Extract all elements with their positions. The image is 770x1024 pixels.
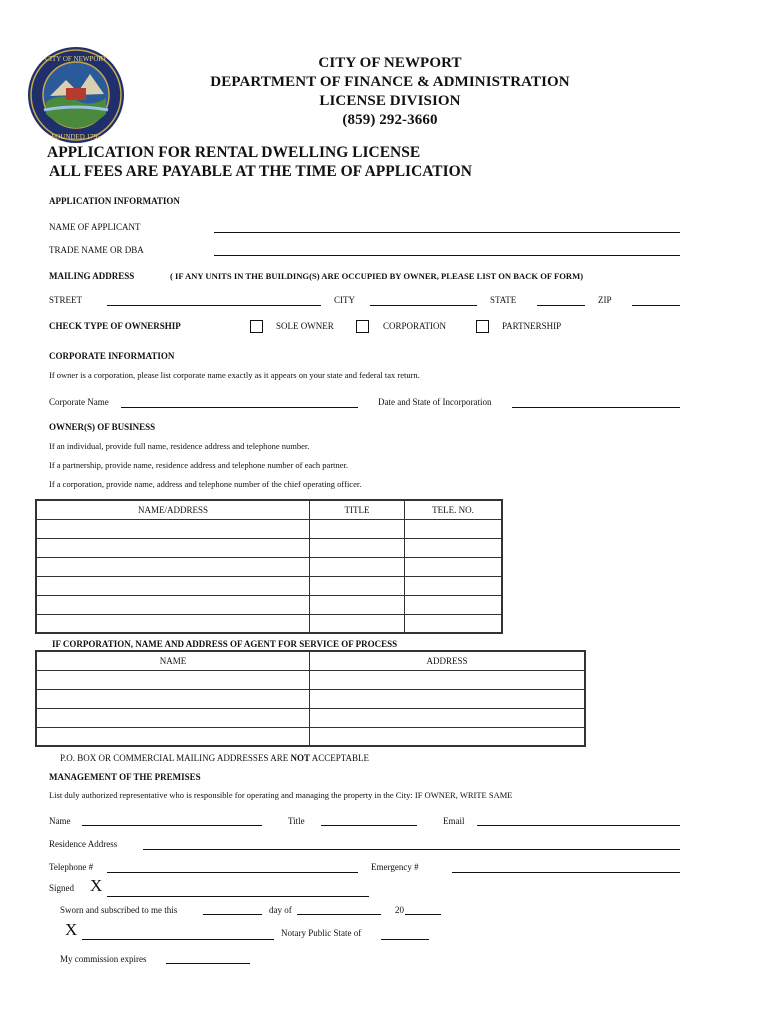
- owners-note-corporation: If a corporation, provide name, address and telephone number of the chief operating officer.: [49, 479, 362, 489]
- trade-name-label: TRADE NAME OR DBA: [49, 245, 144, 255]
- zip-label: ZIP: [598, 295, 612, 305]
- agent-col-address: ADDRESS: [310, 651, 586, 670]
- owners-heading: OWNER(S) OF BUSINESS: [49, 422, 156, 432]
- form-title: APPLICATION FOR RENTAL DWELLING LICENSE: [47, 144, 421, 161]
- emergency-field[interactable]: [452, 872, 680, 873]
- po-box-note-emphasis: NOT: [290, 753, 310, 763]
- signature-x-mark: X: [90, 876, 103, 895]
- sole-owner-checkbox[interactable]: [250, 320, 263, 333]
- mailing-address-label: MAILING ADDRESS: [49, 271, 135, 281]
- owners-note-individual: If an individual, provide full name, residence address and telephone number.: [49, 441, 310, 451]
- city-seal-logo: [26, 44, 126, 146]
- owners-col-title: TITLE: [310, 500, 405, 519]
- form-subtitle: ALL FEES ARE PAYABLE AT THE TIME OF APPLICATION: [49, 163, 472, 180]
- corporate-note: If owner is a corporation, please list corporate name exactly as it appears on your state and federal tax return.: [49, 370, 420, 380]
- manager-name-field[interactable]: [82, 825, 262, 826]
- header-division: LICENSE DIVISION: [319, 93, 461, 109]
- partnership-checkbox[interactable]: [476, 320, 489, 333]
- table-row[interactable]: [36, 670, 585, 689]
- corporate-name-label: Corporate Name: [49, 397, 109, 407]
- po-box-note: P.O. BOX OR COMMERCIAL MAILING ADDRESSES ARE NOT ACCEPTABLE: [60, 753, 370, 763]
- table-row[interactable]: [36, 576, 502, 595]
- agent-heading: IF CORPORATION, NAME AND ADDRESS OF AGENT FOR SERVICE OF PROCESS: [52, 639, 398, 649]
- mailing-address-note: ( IF ANY UNITS IN THE BUILDING(S) ARE OCCUPIED BY OWNER, PLEASE LIST ON BACK OF FORM): [170, 271, 584, 281]
- commission-label: My commission expires: [60, 954, 147, 964]
- management-heading: MANAGEMENT OF THE PREMISES: [49, 772, 201, 782]
- incorporation-label: Date and State of Incorporation: [378, 397, 492, 407]
- manager-title-label: Title: [288, 816, 305, 826]
- commission-field[interactable]: [166, 963, 250, 964]
- emergency-label: Emergency #: [371, 862, 419, 872]
- corporation-label: CORPORATION: [383, 321, 447, 331]
- zip-field[interactable]: [632, 305, 680, 306]
- partnership-label: PARTNERSHIP: [502, 321, 562, 331]
- applicant-name-label: NAME OF APPLICANT: [49, 222, 141, 232]
- agent-col-name: NAME: [36, 651, 310, 670]
- city-field[interactable]: [370, 305, 477, 306]
- corporation-checkbox[interactable]: [356, 320, 369, 333]
- residence-address-label: Residence Address: [49, 839, 118, 849]
- sworn-day-field[interactable]: [203, 914, 262, 915]
- table-row[interactable]: [36, 538, 502, 557]
- application-heading: APPLICATION INFORMATION: [49, 196, 180, 206]
- agent-table: [35, 650, 586, 747]
- sworn-year-field[interactable]: [405, 914, 441, 915]
- table-row[interactable]: [36, 727, 585, 746]
- signed-label: Signed: [49, 883, 75, 893]
- city-label: CITY: [334, 295, 355, 305]
- header-city: CITY OF NEWPORT: [318, 55, 462, 71]
- notary-x-mark: X: [65, 920, 78, 939]
- seal-top-text: CITY OF NEWPORT: [45, 55, 107, 63]
- sole-owner-label: SOLE OWNER: [276, 321, 334, 331]
- street-field[interactable]: [107, 305, 321, 306]
- owners-note-partnership: If a partnership, provide name, residence address and telephone number of each partner.: [49, 460, 349, 470]
- table-row[interactable]: [36, 519, 502, 538]
- corporate-name-field[interactable]: [121, 407, 358, 408]
- header-phone: (859) 292-3660: [342, 112, 438, 128]
- residence-address-field[interactable]: [143, 849, 680, 850]
- signature-field[interactable]: [107, 896, 369, 897]
- year-label: 20: [395, 905, 404, 915]
- state-label: STATE: [490, 295, 517, 305]
- state-field[interactable]: [537, 305, 585, 306]
- sworn-month-field[interactable]: [297, 914, 381, 915]
- owners-table: [35, 499, 503, 634]
- management-note: List duly authorized representative who is responsible for operating and managing the property in the City: IF OWNER, WRITE SAME: [49, 790, 513, 800]
- table-row[interactable]: [36, 595, 502, 614]
- table-row[interactable]: [36, 708, 585, 727]
- street-label: STREET: [49, 295, 82, 305]
- sworn-label: Sworn and subscribed to me this: [60, 905, 178, 915]
- table-row[interactable]: [36, 614, 502, 633]
- corporate-heading: CORPORATE INFORMATION: [49, 351, 175, 361]
- table-row[interactable]: [36, 557, 502, 576]
- notary-signature-field[interactable]: [82, 939, 274, 940]
- applicant-name-field[interactable]: [214, 232, 680, 233]
- telephone-label: Telephone #: [49, 862, 94, 872]
- trade-name-field[interactable]: [214, 255, 680, 256]
- seal-bottom-text: FOUNDED 1795: [51, 133, 101, 141]
- manager-title-field[interactable]: [321, 825, 417, 826]
- notary-state-field[interactable]: [381, 939, 429, 940]
- ownership-type-label: CHECK TYPE OF OWNERSHIP: [49, 321, 181, 331]
- manager-email-field[interactable]: [477, 825, 680, 826]
- owners-col-name: NAME/ADDRESS: [36, 500, 310, 519]
- incorporation-field[interactable]: [512, 407, 680, 408]
- table-row[interactable]: [36, 689, 585, 708]
- header-department: DEPARTMENT OF FINANCE & ADMINISTRATION: [210, 74, 570, 90]
- telephone-field[interactable]: [107, 872, 358, 873]
- manager-email-label: Email: [443, 816, 465, 826]
- notary-state-label: Notary Public State of: [281, 928, 362, 938]
- day-of-label: day of: [269, 905, 292, 915]
- owners-col-tele: TELE. NO.: [405, 500, 503, 519]
- manager-name-label: Name: [49, 816, 71, 826]
